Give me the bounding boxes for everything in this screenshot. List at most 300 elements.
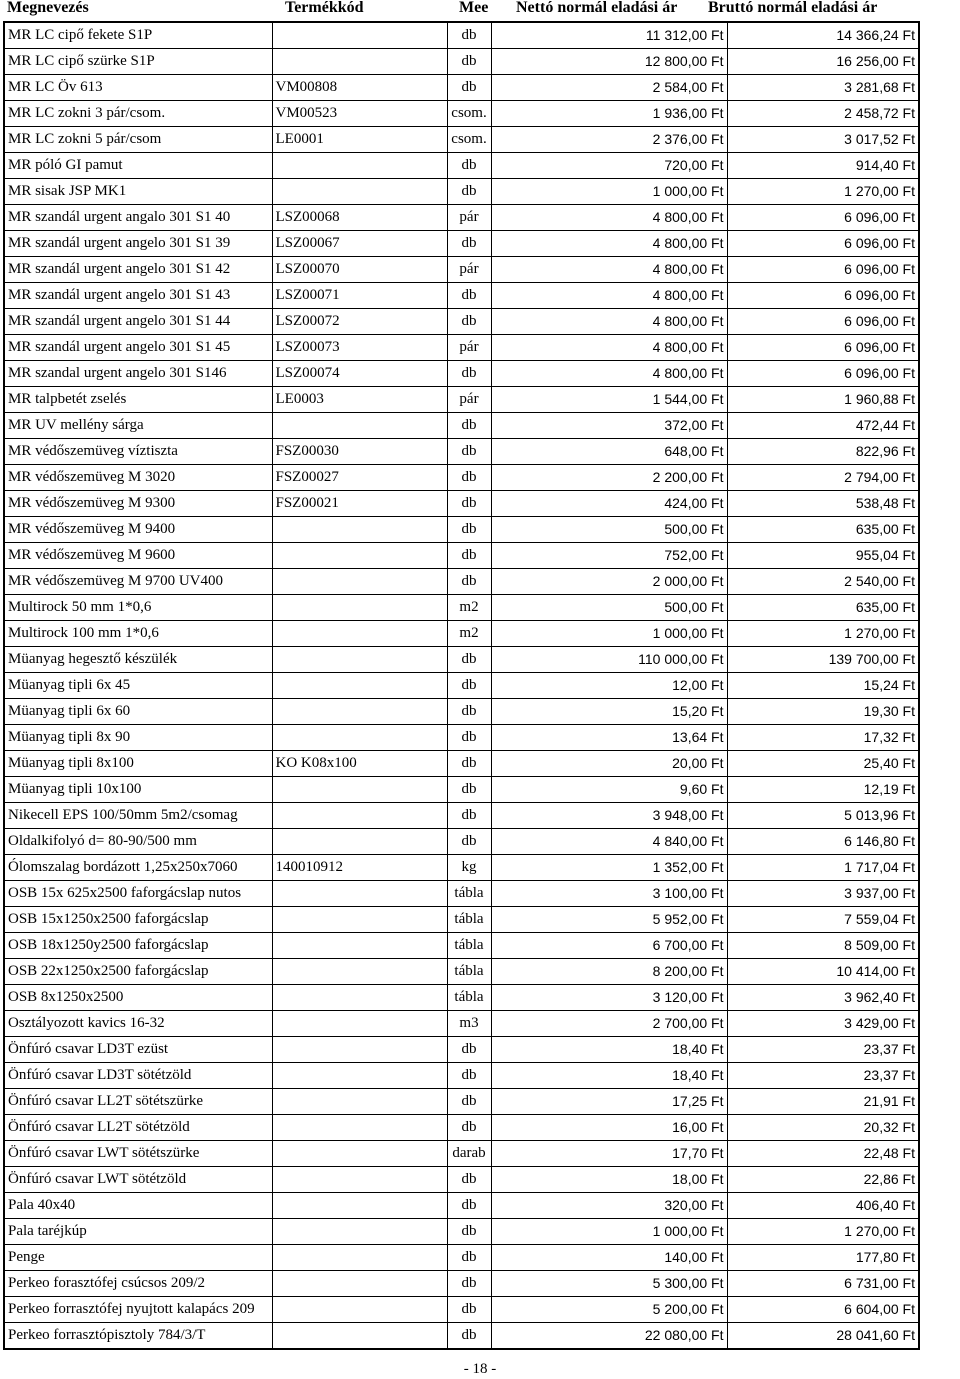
gross-price-cell: 538,48 Ft <box>727 491 919 517</box>
table-row <box>4 22 919 49</box>
table-row <box>4 517 919 543</box>
product-name-cell: Multirock 50 mm 1*0,6 <box>4 595 272 621</box>
table-row <box>4 1245 919 1271</box>
unit-cell: db <box>447 673 491 699</box>
gross-price-cell: 139 700,00 Ft <box>727 647 919 673</box>
table-row <box>4 1323 919 1350</box>
header-name: Megnevezés <box>7 0 89 16</box>
product-name-cell: Müanyag tipli 10x100 <box>4 777 272 803</box>
gross-price-cell: 6 731,00 Ft <box>727 1271 919 1297</box>
net-price-cell: 17,70 Ft <box>491 1141 727 1167</box>
product-code-cell <box>272 1115 447 1141</box>
gross-price-cell: 23,37 Ft <box>727 1037 919 1063</box>
product-name-cell: Önfúró csavar LL2T sötétzöld <box>4 1115 272 1141</box>
net-price-cell: 4 800,00 Ft <box>491 283 727 309</box>
table-row <box>4 855 919 881</box>
unit-cell: db <box>447 491 491 517</box>
unit-cell: db <box>447 283 491 309</box>
net-price-cell: 500,00 Ft <box>491 517 727 543</box>
table-row <box>4 491 919 517</box>
product-code-cell <box>272 881 447 907</box>
product-name-cell: MR szandál urgent angelo 301 S1 39 <box>4 231 272 257</box>
product-code-cell <box>272 647 447 673</box>
unit-cell: db <box>447 465 491 491</box>
product-name-cell: MR szandál urgent angelo 301 S1 45 <box>4 335 272 361</box>
unit-cell: db <box>447 361 491 387</box>
product-code-cell: VM00523 <box>272 101 447 127</box>
net-price-cell: 1 000,00 Ft <box>491 1219 727 1245</box>
net-price-cell: 2 000,00 Ft <box>491 569 727 595</box>
table-row <box>4 127 919 153</box>
product-code-cell: LE0001 <box>272 127 447 153</box>
net-price-cell: 4 800,00 Ft <box>491 309 727 335</box>
gross-price-cell: 914,40 Ft <box>727 153 919 179</box>
product-name-cell: Perkeo forrasztófej nyujtott kalapács 209 <box>4 1297 272 1323</box>
unit-cell: tábla <box>447 933 491 959</box>
gross-price-cell: 17,32 Ft <box>727 725 919 751</box>
product-code-cell: LSZ00071 <box>272 283 447 309</box>
product-code-cell <box>272 1323 447 1350</box>
product-code-cell: FSZ00027 <box>272 465 447 491</box>
product-name-cell: Önfúró csavar LD3T ezüst <box>4 1037 272 1063</box>
product-code-cell <box>272 803 447 829</box>
product-name-cell: MR védőszemüveg M 3020 <box>4 465 272 491</box>
unit-cell: db <box>447 439 491 465</box>
gross-price-cell: 28 041,60 Ft <box>727 1323 919 1350</box>
product-name-cell: MR szandál urgent angelo 301 S1 42 <box>4 257 272 283</box>
table-row <box>4 1141 919 1167</box>
gross-price-cell: 21,91 Ft <box>727 1089 919 1115</box>
net-price-cell: 15,20 Ft <box>491 699 727 725</box>
product-code-cell <box>272 1297 447 1323</box>
product-name-cell: MR talpbetét zselés <box>4 387 272 413</box>
product-name-cell: Önfúró csavar LWT sötétzöld <box>4 1167 272 1193</box>
unit-cell: db <box>447 1115 491 1141</box>
unit-cell: db <box>447 1219 491 1245</box>
gross-price-cell: 6 096,00 Ft <box>727 309 919 335</box>
product-code-cell <box>272 595 447 621</box>
unit-cell: db <box>447 413 491 439</box>
product-name-cell: Multirock 100 mm 1*0,6 <box>4 621 272 647</box>
product-code-cell <box>272 725 447 751</box>
gross-price-cell: 635,00 Ft <box>727 595 919 621</box>
net-price-cell: 16,00 Ft <box>491 1115 727 1141</box>
header-code: Termékkód <box>285 0 364 16</box>
product-name-cell: Müanyag tipli 8x100 <box>4 751 272 777</box>
gross-price-cell: 6 096,00 Ft <box>727 205 919 231</box>
unit-cell: db <box>447 1193 491 1219</box>
unit-cell: db <box>447 543 491 569</box>
table-row <box>4 1193 919 1219</box>
table-row <box>4 1089 919 1115</box>
unit-cell: db <box>447 49 491 75</box>
product-code-cell <box>272 1271 447 1297</box>
gross-price-cell: 25,40 Ft <box>727 751 919 777</box>
product-name-cell: MR LC zokni 3 pár/csom. <box>4 101 272 127</box>
net-price-cell: 18,40 Ft <box>491 1063 727 1089</box>
table-row <box>4 75 919 101</box>
product-code-cell: KO K08x100 <box>272 751 447 777</box>
product-name-cell: MR védőszemüveg M 9600 <box>4 543 272 569</box>
product-name-cell: MR szandál urgent angelo 301 S1 43 <box>4 283 272 309</box>
unit-cell: db <box>447 517 491 543</box>
gross-price-cell: 8 509,00 Ft <box>727 933 919 959</box>
table-row <box>4 1063 919 1089</box>
gross-price-cell: 22,86 Ft <box>727 1167 919 1193</box>
unit-cell: db <box>447 179 491 205</box>
net-price-cell: 1 936,00 Ft <box>491 101 727 127</box>
product-code-cell <box>272 907 447 933</box>
product-name-cell: Pala 40x40 <box>4 1193 272 1219</box>
unit-cell: tábla <box>447 907 491 933</box>
product-code-cell <box>272 517 447 543</box>
unit-cell: m3 <box>447 1011 491 1037</box>
net-price-cell: 4 800,00 Ft <box>491 231 727 257</box>
gross-price-cell: 20,32 Ft <box>727 1115 919 1141</box>
product-name-cell: MR LC zokni 5 pár/csom <box>4 127 272 153</box>
product-code-cell <box>272 673 447 699</box>
table-row <box>4 569 919 595</box>
unit-cell: db <box>447 751 491 777</box>
unit-cell: db <box>447 777 491 803</box>
table-row <box>4 647 919 673</box>
product-code-cell <box>272 621 447 647</box>
net-price-cell: 2 376,00 Ft <box>491 127 727 153</box>
unit-cell: db <box>447 1037 491 1063</box>
product-name-cell: MR szandál urgent angelo 301 S1 44 <box>4 309 272 335</box>
product-code-cell <box>272 1219 447 1245</box>
gross-price-cell: 6 096,00 Ft <box>727 283 919 309</box>
unit-cell: darab <box>447 1141 491 1167</box>
table-row <box>4 309 919 335</box>
product-name-cell: MR UV mellény sárga <box>4 413 272 439</box>
gross-price-cell: 22,48 Ft <box>727 1141 919 1167</box>
net-price-cell: 2 200,00 Ft <box>491 465 727 491</box>
table-row <box>4 1271 919 1297</box>
net-price-cell: 140,00 Ft <box>491 1245 727 1271</box>
gross-price-cell: 12,19 Ft <box>727 777 919 803</box>
gross-price-cell: 406,40 Ft <box>727 1193 919 1219</box>
net-price-cell: 18,40 Ft <box>491 1037 727 1063</box>
net-price-cell: 372,00 Ft <box>491 413 727 439</box>
product-code-cell <box>272 829 447 855</box>
net-price-cell: 17,25 Ft <box>491 1089 727 1115</box>
product-name-cell: Perkeo forrasztópisztoly 784/3/T <box>4 1323 272 1350</box>
net-price-cell: 1 544,00 Ft <box>491 387 727 413</box>
net-price-cell: 3 948,00 Ft <box>491 803 727 829</box>
product-name-cell: MR sisak JSP MK1 <box>4 179 272 205</box>
product-code-cell: FSZ00030 <box>272 439 447 465</box>
unit-cell: db <box>447 569 491 595</box>
product-name-cell: MR LC cipő fekete S1P <box>4 22 272 49</box>
unit-cell: db <box>447 309 491 335</box>
unit-cell: db <box>447 1297 491 1323</box>
gross-price-cell: 7 559,04 Ft <box>727 907 919 933</box>
net-price-cell: 5 300,00 Ft <box>491 1271 727 1297</box>
net-price-cell: 8 200,00 Ft <box>491 959 727 985</box>
table-row <box>4 1115 919 1141</box>
net-price-cell: 2 700,00 Ft <box>491 1011 727 1037</box>
product-name-cell: Nikecell EPS 100/50mm 5m2/csomag <box>4 803 272 829</box>
unit-cell: db <box>447 1063 491 1089</box>
net-price-cell: 2 584,00 Ft <box>491 75 727 101</box>
product-code-cell <box>272 1245 447 1271</box>
gross-price-cell: 5 013,96 Ft <box>727 803 919 829</box>
net-price-cell: 4 800,00 Ft <box>491 257 727 283</box>
table-row <box>4 283 919 309</box>
table-row <box>4 595 919 621</box>
unit-cell: db <box>447 725 491 751</box>
gross-price-cell: 3 281,68 Ft <box>727 75 919 101</box>
product-code-cell <box>272 959 447 985</box>
net-price-cell: 500,00 Ft <box>491 595 727 621</box>
gross-price-cell: 6 096,00 Ft <box>727 361 919 387</box>
net-price-cell: 424,00 Ft <box>491 491 727 517</box>
product-name-cell: Oldalkifolyó d= 80-90/500 mm <box>4 829 272 855</box>
header-net-price: Nettó normál eladási ár <box>516 0 678 16</box>
net-price-cell: 5 200,00 Ft <box>491 1297 727 1323</box>
unit-cell: tábla <box>447 881 491 907</box>
product-code-cell: LSZ00067 <box>272 231 447 257</box>
table-row <box>4 205 919 231</box>
gross-price-cell: 2 794,00 Ft <box>727 465 919 491</box>
unit-cell: db <box>447 1167 491 1193</box>
gross-price-cell: 472,44 Ft <box>727 413 919 439</box>
table-row <box>4 673 919 699</box>
product-name-cell: OSB 18x1250y2500 faforgácslap <box>4 933 272 959</box>
product-name-cell: Osztályozott kavics 16-32 <box>4 1011 272 1037</box>
gross-price-cell: 1 270,00 Ft <box>727 1219 919 1245</box>
net-price-cell: 752,00 Ft <box>491 543 727 569</box>
product-code-cell <box>272 153 447 179</box>
page-number: - 18 - <box>463 1361 497 1377</box>
table-row <box>4 1037 919 1063</box>
net-price-cell: 720,00 Ft <box>491 153 727 179</box>
unit-cell: pár <box>447 257 491 283</box>
unit-cell: csom. <box>447 127 491 153</box>
product-name-cell: Müanyag tipli 6x 45 <box>4 673 272 699</box>
table-row <box>4 933 919 959</box>
gross-price-cell: 1 270,00 Ft <box>727 179 919 205</box>
net-price-cell: 13,64 Ft <box>491 725 727 751</box>
table-row <box>4 777 919 803</box>
net-price-cell: 1 000,00 Ft <box>491 179 727 205</box>
table-row <box>4 621 919 647</box>
product-name-cell: MR LC Öv 613 <box>4 75 272 101</box>
table-row <box>4 985 919 1011</box>
net-price-cell: 3 120,00 Ft <box>491 985 727 1011</box>
product-code-cell <box>272 1011 447 1037</box>
net-price-cell: 3 100,00 Ft <box>491 881 727 907</box>
gross-price-cell: 10 414,00 Ft <box>727 959 919 985</box>
net-price-cell: 6 700,00 Ft <box>491 933 727 959</box>
table-row <box>4 153 919 179</box>
product-name-cell: OSB 15x 625x2500 faforgácslap nutos <box>4 881 272 907</box>
table-row <box>4 1297 919 1323</box>
product-name-cell: MR védőszemüveg M 9300 <box>4 491 272 517</box>
unit-cell: tábla <box>447 959 491 985</box>
product-code-cell <box>272 1037 447 1063</box>
unit-cell: m2 <box>447 595 491 621</box>
net-price-cell: 12 800,00 Ft <box>491 49 727 75</box>
product-code-cell: LE0003 <box>272 387 447 413</box>
unit-cell: pár <box>447 387 491 413</box>
net-price-cell: 110 000,00 Ft <box>491 647 727 673</box>
product-name-cell: MR LC cipő szürke S1P <box>4 49 272 75</box>
table-row <box>4 829 919 855</box>
product-name-cell: MR védőszemüveg M 9400 <box>4 517 272 543</box>
table-row <box>4 1167 919 1193</box>
unit-cell: pár <box>447 335 491 361</box>
table-header <box>0 0 960 20</box>
product-name-cell: MR póló GI pamut <box>4 153 272 179</box>
gross-price-cell: 2 540,00 Ft <box>727 569 919 595</box>
product-name-cell: Önfúró csavar LD3T sötétzöld <box>4 1063 272 1089</box>
product-code-cell: LSZ00068 <box>272 205 447 231</box>
product-name-cell: Perkeo forasztófej csúcsos 209/2 <box>4 1271 272 1297</box>
gross-price-cell: 6 096,00 Ft <box>727 231 919 257</box>
product-name-cell: Müanyag hegesztő készülék <box>4 647 272 673</box>
table-row <box>4 543 919 569</box>
gross-price-cell: 23,37 Ft <box>727 1063 919 1089</box>
gross-price-cell: 15,24 Ft <box>727 673 919 699</box>
product-code-cell <box>272 933 447 959</box>
product-code-cell <box>272 1141 447 1167</box>
net-price-cell: 11 312,00 Ft <box>491 22 727 49</box>
unit-cell: db <box>447 699 491 725</box>
gross-price-cell: 6 096,00 Ft <box>727 335 919 361</box>
product-code-cell: LSZ00074 <box>272 361 447 387</box>
product-name-cell: Müanyag tipli 8x 90 <box>4 725 272 751</box>
product-code-cell: LSZ00070 <box>272 257 447 283</box>
unit-cell: pár <box>447 205 491 231</box>
product-name-cell: MR védőszemüveg M 9700 UV400 <box>4 569 272 595</box>
table-row <box>4 725 919 751</box>
product-code-cell <box>272 1193 447 1219</box>
table-row <box>4 49 919 75</box>
net-price-cell: 4 800,00 Ft <box>491 335 727 361</box>
gross-price-cell: 19,30 Ft <box>727 699 919 725</box>
unit-cell: tábla <box>447 985 491 1011</box>
table-row <box>4 413 919 439</box>
gross-price-cell: 1 960,88 Ft <box>727 387 919 413</box>
product-name-cell: OSB 15x1250x2500 faforgácslap <box>4 907 272 933</box>
net-price-cell: 648,00 Ft <box>491 439 727 465</box>
table-row <box>4 361 919 387</box>
table-row <box>4 1011 919 1037</box>
unit-cell: csom. <box>447 101 491 127</box>
product-name-cell: Ólomszalag bordázott 1,25x250x7060 <box>4 855 272 881</box>
unit-cell: db <box>447 1089 491 1115</box>
gross-price-cell: 177,80 Ft <box>727 1245 919 1271</box>
gross-price-cell: 955,04 Ft <box>727 543 919 569</box>
product-code-cell <box>272 1089 447 1115</box>
product-name-cell: Müanyag tipli 6x 60 <box>4 699 272 725</box>
product-code-cell <box>272 569 447 595</box>
product-name-cell: MR szandál urgent angalo 301 S1 40 <box>4 205 272 231</box>
gross-price-cell: 14 366,24 Ft <box>727 22 919 49</box>
unit-cell: db <box>447 1323 491 1350</box>
net-price-cell: 9,60 Ft <box>491 777 727 803</box>
net-price-cell: 22 080,00 Ft <box>491 1323 727 1350</box>
product-code-cell <box>272 179 447 205</box>
product-code-cell <box>272 413 447 439</box>
table-row <box>4 881 919 907</box>
product-name-cell: Penge <box>4 1245 272 1271</box>
gross-price-cell: 6 146,80 Ft <box>727 829 919 855</box>
table-row <box>4 803 919 829</box>
net-price-cell: 1 352,00 Ft <box>491 855 727 881</box>
product-name-cell: MR védőszemüveg víztiszta <box>4 439 272 465</box>
price-table-body <box>4 22 919 1349</box>
table-row <box>4 751 919 777</box>
unit-cell: kg <box>447 855 491 881</box>
net-price-cell: 320,00 Ft <box>491 1193 727 1219</box>
table-row <box>4 101 919 127</box>
gross-price-cell: 1 717,04 Ft <box>727 855 919 881</box>
product-code-cell <box>272 777 447 803</box>
product-code-cell: 140010912 <box>272 855 447 881</box>
product-code-cell: LSZ00072 <box>272 309 447 335</box>
table-row <box>4 439 919 465</box>
table-row <box>4 907 919 933</box>
unit-cell: db <box>447 829 491 855</box>
table-row <box>4 699 919 725</box>
gross-price-cell: 3 937,00 Ft <box>727 881 919 907</box>
net-price-cell: 4 840,00 Ft <box>491 829 727 855</box>
net-price-cell: 5 952,00 Ft <box>491 907 727 933</box>
unit-cell: db <box>447 75 491 101</box>
product-code-cell <box>272 49 447 75</box>
unit-cell: db <box>447 231 491 257</box>
product-name-cell: MR szandal urgent angelo 301 S146 <box>4 361 272 387</box>
product-code-cell <box>272 985 447 1011</box>
product-name-cell: Pala taréjkúp <box>4 1219 272 1245</box>
gross-price-cell: 635,00 Ft <box>727 517 919 543</box>
product-name-cell: OSB 22x1250x2500 faforgácslap <box>4 959 272 985</box>
net-price-cell: 20,00 Ft <box>491 751 727 777</box>
table-row <box>4 257 919 283</box>
unit-cell: m2 <box>447 621 491 647</box>
product-name-cell: Önfúró csavar LL2T sötétszürke <box>4 1089 272 1115</box>
product-code-cell <box>272 1167 447 1193</box>
product-name-cell: OSB 8x1250x2500 <box>4 985 272 1011</box>
net-price-cell: 4 800,00 Ft <box>491 361 727 387</box>
header-unit: Mee <box>459 0 489 16</box>
gross-price-cell: 1 270,00 Ft <box>727 621 919 647</box>
table-row <box>4 959 919 985</box>
gross-price-cell: 6 096,00 Ft <box>727 257 919 283</box>
product-code-cell <box>272 1063 447 1089</box>
table-row <box>4 1219 919 1245</box>
product-code-cell: VM00808 <box>272 75 447 101</box>
product-code-cell <box>272 699 447 725</box>
table-row <box>4 387 919 413</box>
header-gross-price: Bruttó normál eladási ár <box>708 0 878 16</box>
unit-cell: db <box>447 1271 491 1297</box>
net-price-cell: 12,00 Ft <box>491 673 727 699</box>
gross-price-cell: 822,96 Ft <box>727 439 919 465</box>
product-name-cell: Önfúró csavar LWT sötétszürke <box>4 1141 272 1167</box>
product-code-cell <box>272 22 447 49</box>
gross-price-cell: 2 458,72 Ft <box>727 101 919 127</box>
unit-cell: db <box>447 647 491 673</box>
unit-cell: db <box>447 22 491 49</box>
gross-price-cell: 16 256,00 Ft <box>727 49 919 75</box>
price-table <box>3 21 920 1350</box>
net-price-cell: 1 000,00 Ft <box>491 621 727 647</box>
table-row <box>4 179 919 205</box>
